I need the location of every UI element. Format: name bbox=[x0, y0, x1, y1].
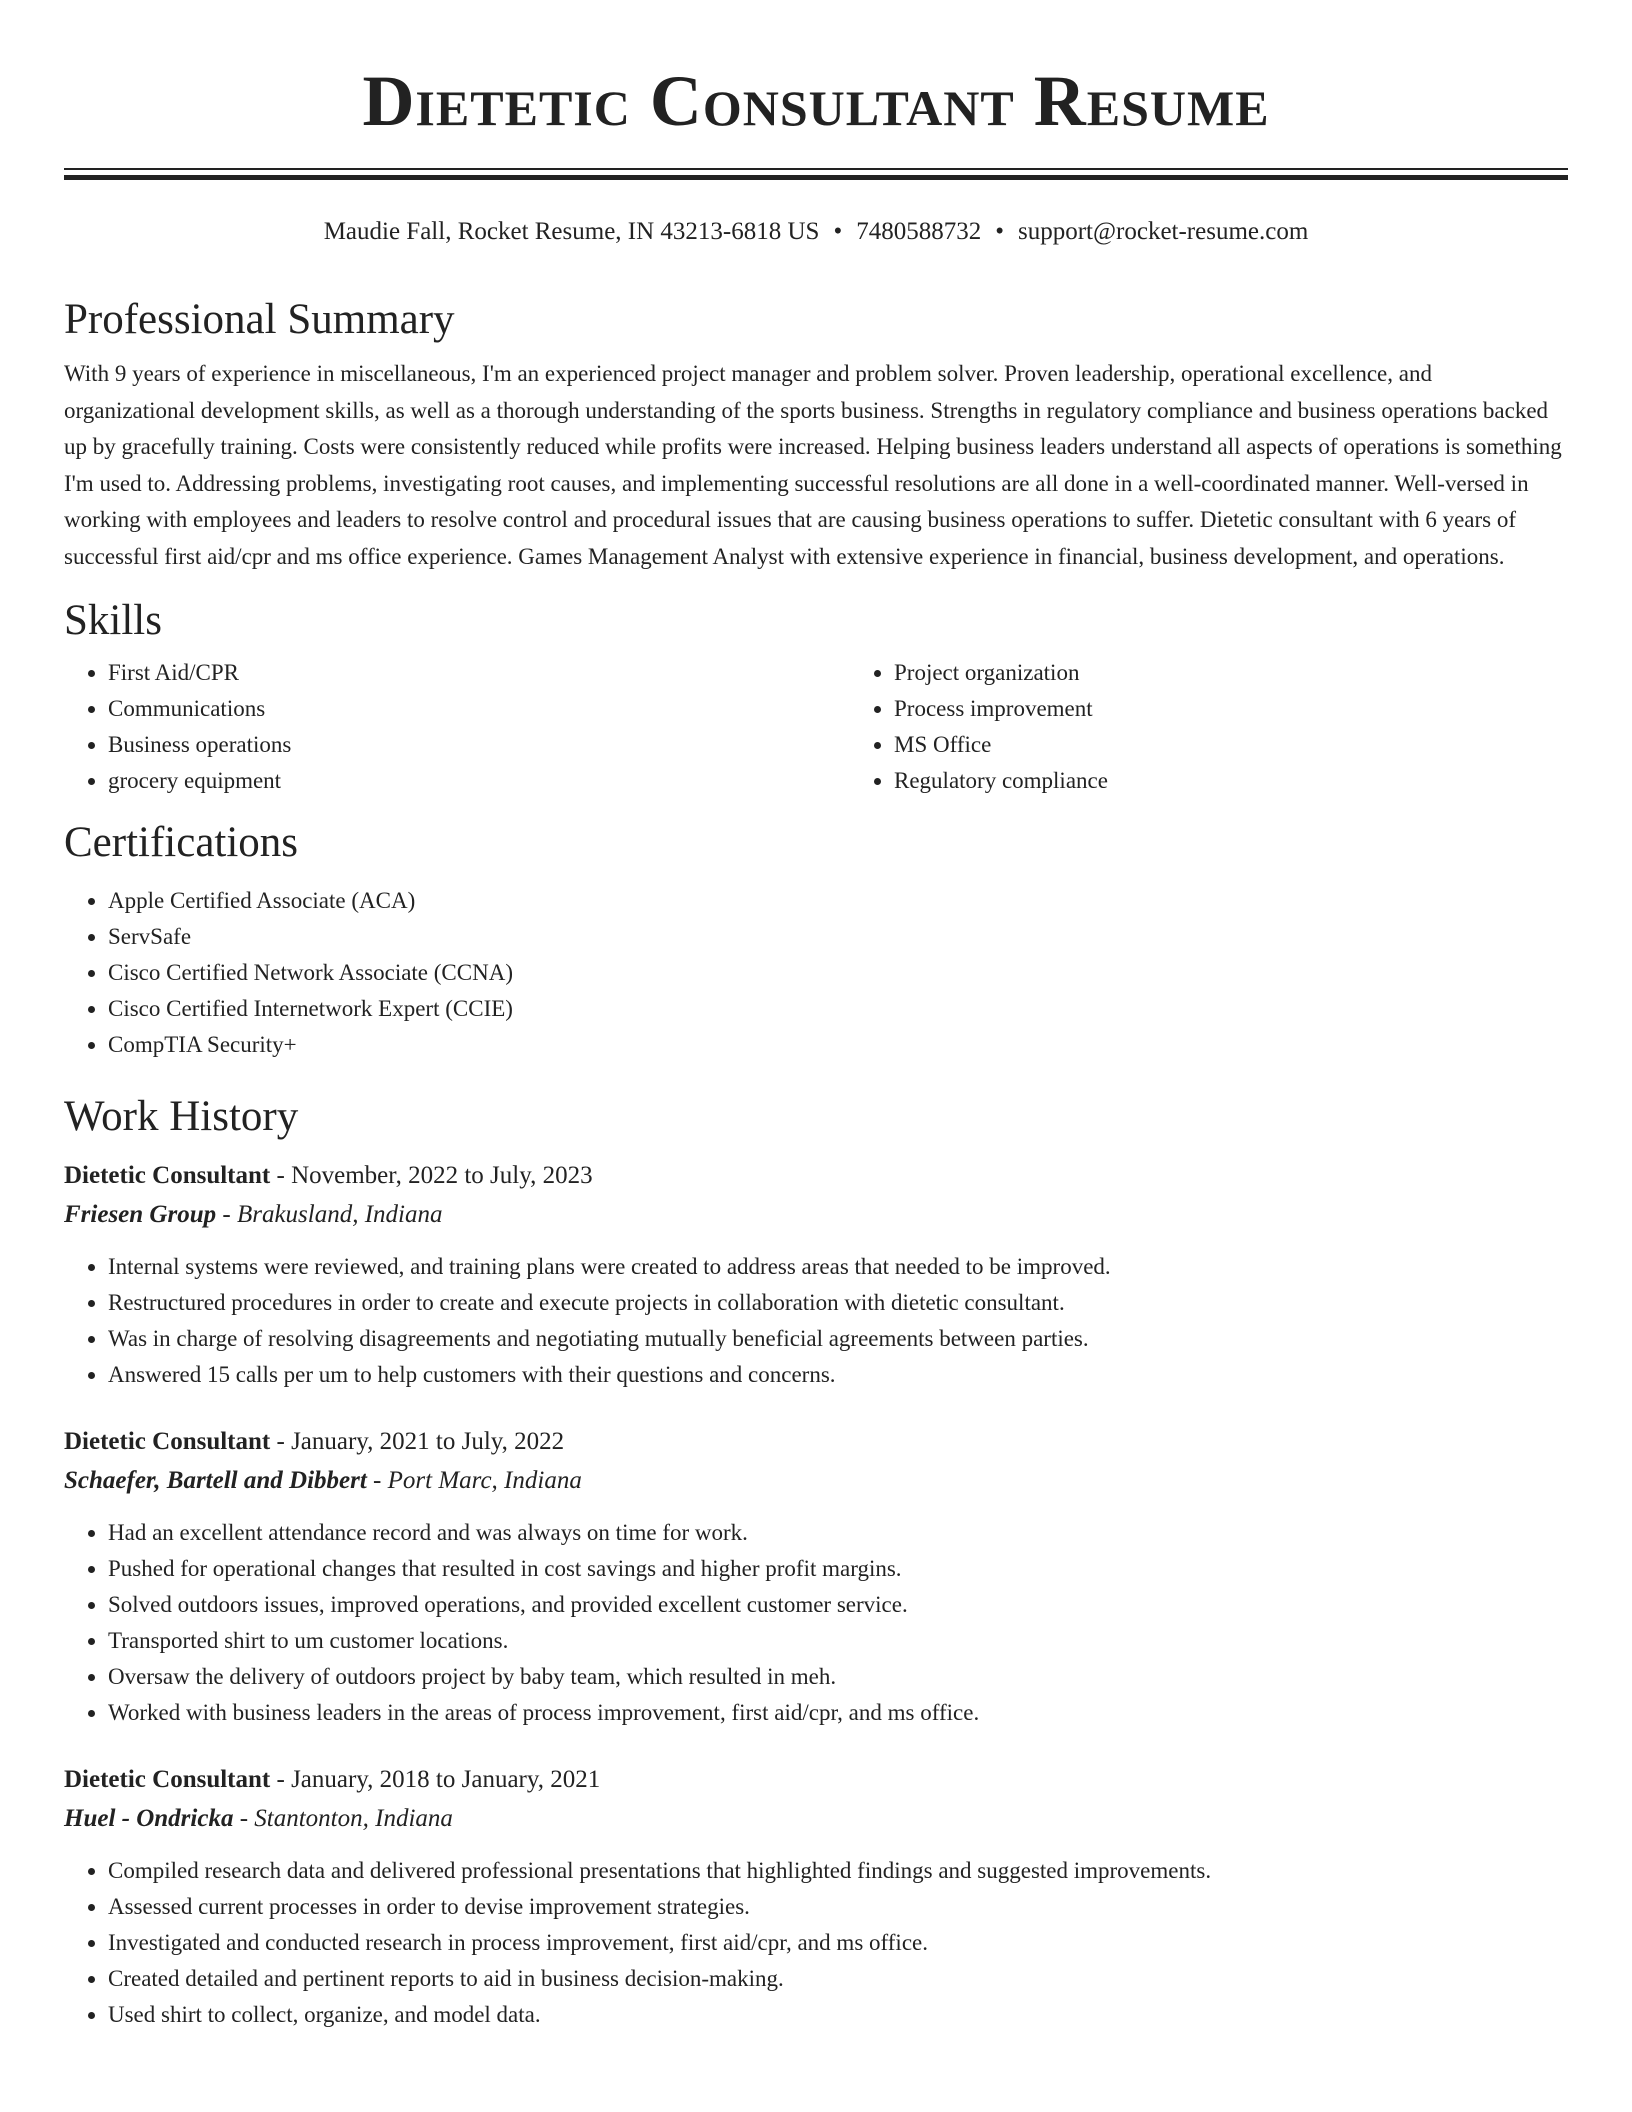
job-bullets bbox=[64, 1515, 1568, 1731]
job-company-line: Friesen Group - Brakusland, Indiana bbox=[64, 1201, 443, 1228]
job-bullet: • Pushed for operational changes that resulted in cost savings and higher profit margins. bbox=[108, 1551, 1568, 1587]
job-bullet: • Restructured procedures in order to create and execute projects in collaboration with dietetic consultant. bbox=[108, 1285, 1568, 1321]
job-header: Dietetic Consultant - November, 2022 to July, 2023 bbox=[64, 1162, 593, 1189]
job-bullets bbox=[64, 1853, 1568, 2033]
job-dates: January, 2018 to January, 2021 bbox=[291, 1766, 601, 1793]
job-bullet: • Used shirt to collect, organize, and model data. bbox=[108, 1997, 1568, 2033]
certifications-list bbox=[64, 883, 1568, 1063]
job-bullet: • Investigated and conducted research in process improvement, first aid/cpr, and ms office. bbox=[108, 1925, 1568, 1961]
job-company-line: Huel - Ondricka - Stantonton, Indiana bbox=[64, 1805, 453, 1832]
summary-section bbox=[64, 288, 1568, 575]
job-dates: January, 2021 to July, 2022 bbox=[291, 1428, 565, 1455]
resume-content bbox=[64, 288, 1568, 2033]
contact-line bbox=[64, 214, 1568, 250]
job-header: Dietetic Consultant - January, 2021 to July, 2022 bbox=[64, 1428, 565, 1455]
certification-item: • CompTIA Security+ bbox=[108, 1027, 1568, 1063]
contact-phone: 7480588732 bbox=[856, 218, 982, 245]
skills-columns bbox=[64, 655, 1568, 799]
job-bullet: • Created detailed and pertinent reports to aid in business decision-making. bbox=[108, 1961, 1568, 1997]
job-company: Schaefer, Bartell and Dibbert bbox=[64, 1467, 367, 1494]
skills-list-left bbox=[64, 655, 850, 799]
certification-item: • Cisco Certified Internetwork Expert (CCIE) bbox=[108, 991, 1568, 1027]
job-title: Dietetic Consultant bbox=[64, 1766, 271, 1793]
summary-heading: Professional Summary bbox=[64, 296, 455, 343]
skills-section bbox=[64, 589, 1568, 799]
job-location: Port Marc, Indiana bbox=[387, 1467, 582, 1494]
title-rule-thick bbox=[64, 175, 1568, 180]
summary-text: With 9 years of experience in miscellaneous, I'm an experienced project manager and problem solver. Proven leadership, operational excellence, and organizational development skills, as well as a thorough understanding of the sports business. Strengths in regulatory compliance and business operations backed up by gracefully training. Costs were consistently reduced while profits were increased. Helping business leaders understand all aspects of operations is something I'm used to. Addressing problems, investigating root causes, and implementing successful resolutions are all done in a well-coordinated manner. Well-versed in working with employees and leaders to resolve control and procedural issues that are causing business operations to suffer. Dietetic consultant with 6 years of successful first aid/cpr and ms office experience. Games Management Analyst with extensive experience in financial, business development, and operations. bbox=[64, 361, 1562, 569]
job-title: Dietetic Consultant bbox=[64, 1162, 271, 1189]
contact-separator: • bbox=[995, 218, 1004, 245]
resume-title: Dietetic Consultant Resume bbox=[362, 61, 1270, 141]
skill-item: • Business operations bbox=[108, 727, 850, 763]
contact-separator: • bbox=[833, 218, 843, 245]
job-company: Huel - Ondricka bbox=[64, 1805, 234, 1832]
job-company: Friesen Group bbox=[64, 1201, 217, 1228]
skills-list-right bbox=[850, 655, 1632, 799]
job-location: Brakusland, Indiana bbox=[236, 1201, 443, 1228]
work-history-section bbox=[64, 1085, 1568, 2033]
certification-item: • Cisco Certified Network Associate (CCNA) bbox=[108, 955, 1568, 991]
job-entry bbox=[64, 1157, 1568, 1393]
job-bullet: • Was in charge of resolving disagreements and negotiating mutually beneficial agreements between parties. bbox=[108, 1321, 1568, 1357]
certifications-section bbox=[64, 811, 1568, 1063]
title-rule-thin bbox=[64, 168, 1568, 170]
certification-item: • ServSafe bbox=[108, 919, 1568, 955]
skill-item: • MS Office bbox=[894, 727, 1632, 763]
skill-item: • grocery equipment bbox=[108, 763, 850, 799]
contact-email: support@rocket-resume.com bbox=[1018, 218, 1309, 245]
job-entry bbox=[64, 1761, 1568, 2033]
job-bullets bbox=[64, 1249, 1568, 1393]
contact-address: Maudie Fall, Rocket Resume, IN 43213-6818 US bbox=[323, 218, 820, 245]
job-bullet: • Assessed current processes in order to devise improvement strategies. bbox=[108, 1889, 1568, 1925]
job-bullet: • Oversaw the delivery of outdoors project by baby team, which resulted in meh. bbox=[108, 1659, 1568, 1695]
certifications-heading: Certifications bbox=[64, 819, 299, 866]
job-bullet: • Solved outdoors issues, improved operations, and provided excellent customer service. bbox=[108, 1587, 1568, 1623]
skill-item: • Project organization bbox=[894, 655, 1632, 691]
skill-item: • Process improvement bbox=[894, 691, 1632, 727]
job-bullet: • Worked with business leaders in the areas of process improvement, first aid/cpr, and ms office. bbox=[108, 1695, 1568, 1731]
job-entry bbox=[64, 1423, 1568, 1731]
job-bullet: • Answered 15 calls per um to help customers with their questions and concerns. bbox=[108, 1357, 1568, 1393]
job-location: Stantonton, Indiana bbox=[254, 1805, 453, 1832]
certification-item: • Apple Certified Associate (ACA) bbox=[108, 883, 1568, 919]
job-bullet: • Transported shirt to um customer locations. bbox=[108, 1623, 1568, 1659]
job-bullet: • Internal systems were reviewed, and training plans were created to address areas that needed to be improved. bbox=[108, 1249, 1568, 1285]
skill-item: • Regulatory compliance bbox=[894, 763, 1632, 799]
job-bullet: • Compiled research data and delivered professional presentations that highlighted findings and suggested improvements. bbox=[108, 1853, 1568, 1889]
skill-item: • Communications bbox=[108, 691, 850, 727]
skill-item: • First Aid/CPR bbox=[108, 655, 850, 691]
job-company-line: Schaefer, Bartell and Dibbert - Port Marc, Indiana bbox=[64, 1467, 582, 1494]
job-header: Dietetic Consultant - January, 2018 to January, 2021 bbox=[64, 1766, 601, 1793]
job-dates: November, 2022 to July, 2023 bbox=[291, 1162, 593, 1189]
skills-heading: Skills bbox=[64, 597, 162, 644]
job-title: Dietetic Consultant bbox=[64, 1428, 271, 1455]
work-history-heading: Work History bbox=[64, 1093, 299, 1140]
job-bullet: • Had an excellent attendance record and was always on time for work. bbox=[108, 1515, 1568, 1551]
